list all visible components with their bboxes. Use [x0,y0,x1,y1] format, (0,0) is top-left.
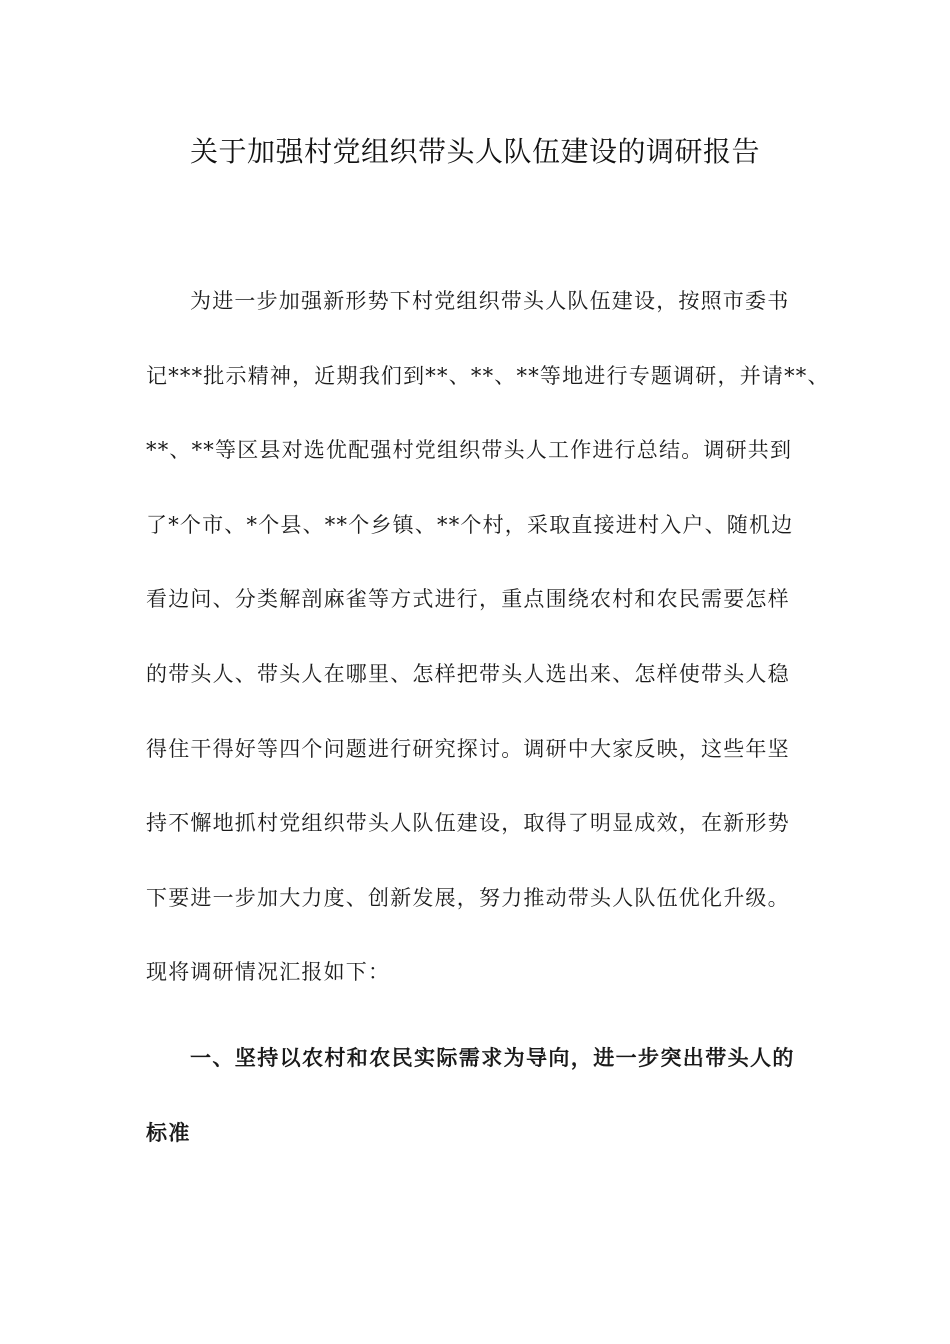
paragraph-line: 持不懈地抓村党组织带头人队伍建设，取得了明显成效，在新形势 [146,811,790,835]
paragraph-line: 得住干得好等四个问题进行研究探讨。调研中大家反映，这些年坚 [146,737,790,761]
paragraph-line: 看边问、分类解剖麻雀等方式进行，重点围绕农村和农民需要怎样 [146,587,790,611]
paragraph-line: 下要进一步加大力度、创新发展，努力推动带头人队伍优化升级。 [146,886,790,910]
paragraph-line: 了*个市、*个县、**个乡镇、**个村，采取直接进村入户、随机边 [146,513,794,537]
section-heading-line: 标准 [146,1121,191,1145]
paragraph-line: 为进一步加强新形势下村党组织带头人队伍建设，按照市委书 [190,289,790,313]
paragraph-line: 的带头人、带头人在哪里、怎样把带头人选出来、怎样使带头人稳 [146,662,790,686]
section-heading-line: 一、坚持以农村和农民实际需求为导向，进一步突出带头人的 [190,1046,795,1070]
paragraph-line: 记***批示精神，近期我们到**、**、**等地进行专题调研，并请**、 [146,364,830,388]
paragraph-line: **、**等区县对选优配强村党组织带头人工作进行总结。调研共到 [146,438,793,462]
document-title: 关于加强村党组织带头人队伍建设的调研报告 [189,135,760,168]
paragraph-line: 现将调研情况汇报如下： [146,960,391,984]
